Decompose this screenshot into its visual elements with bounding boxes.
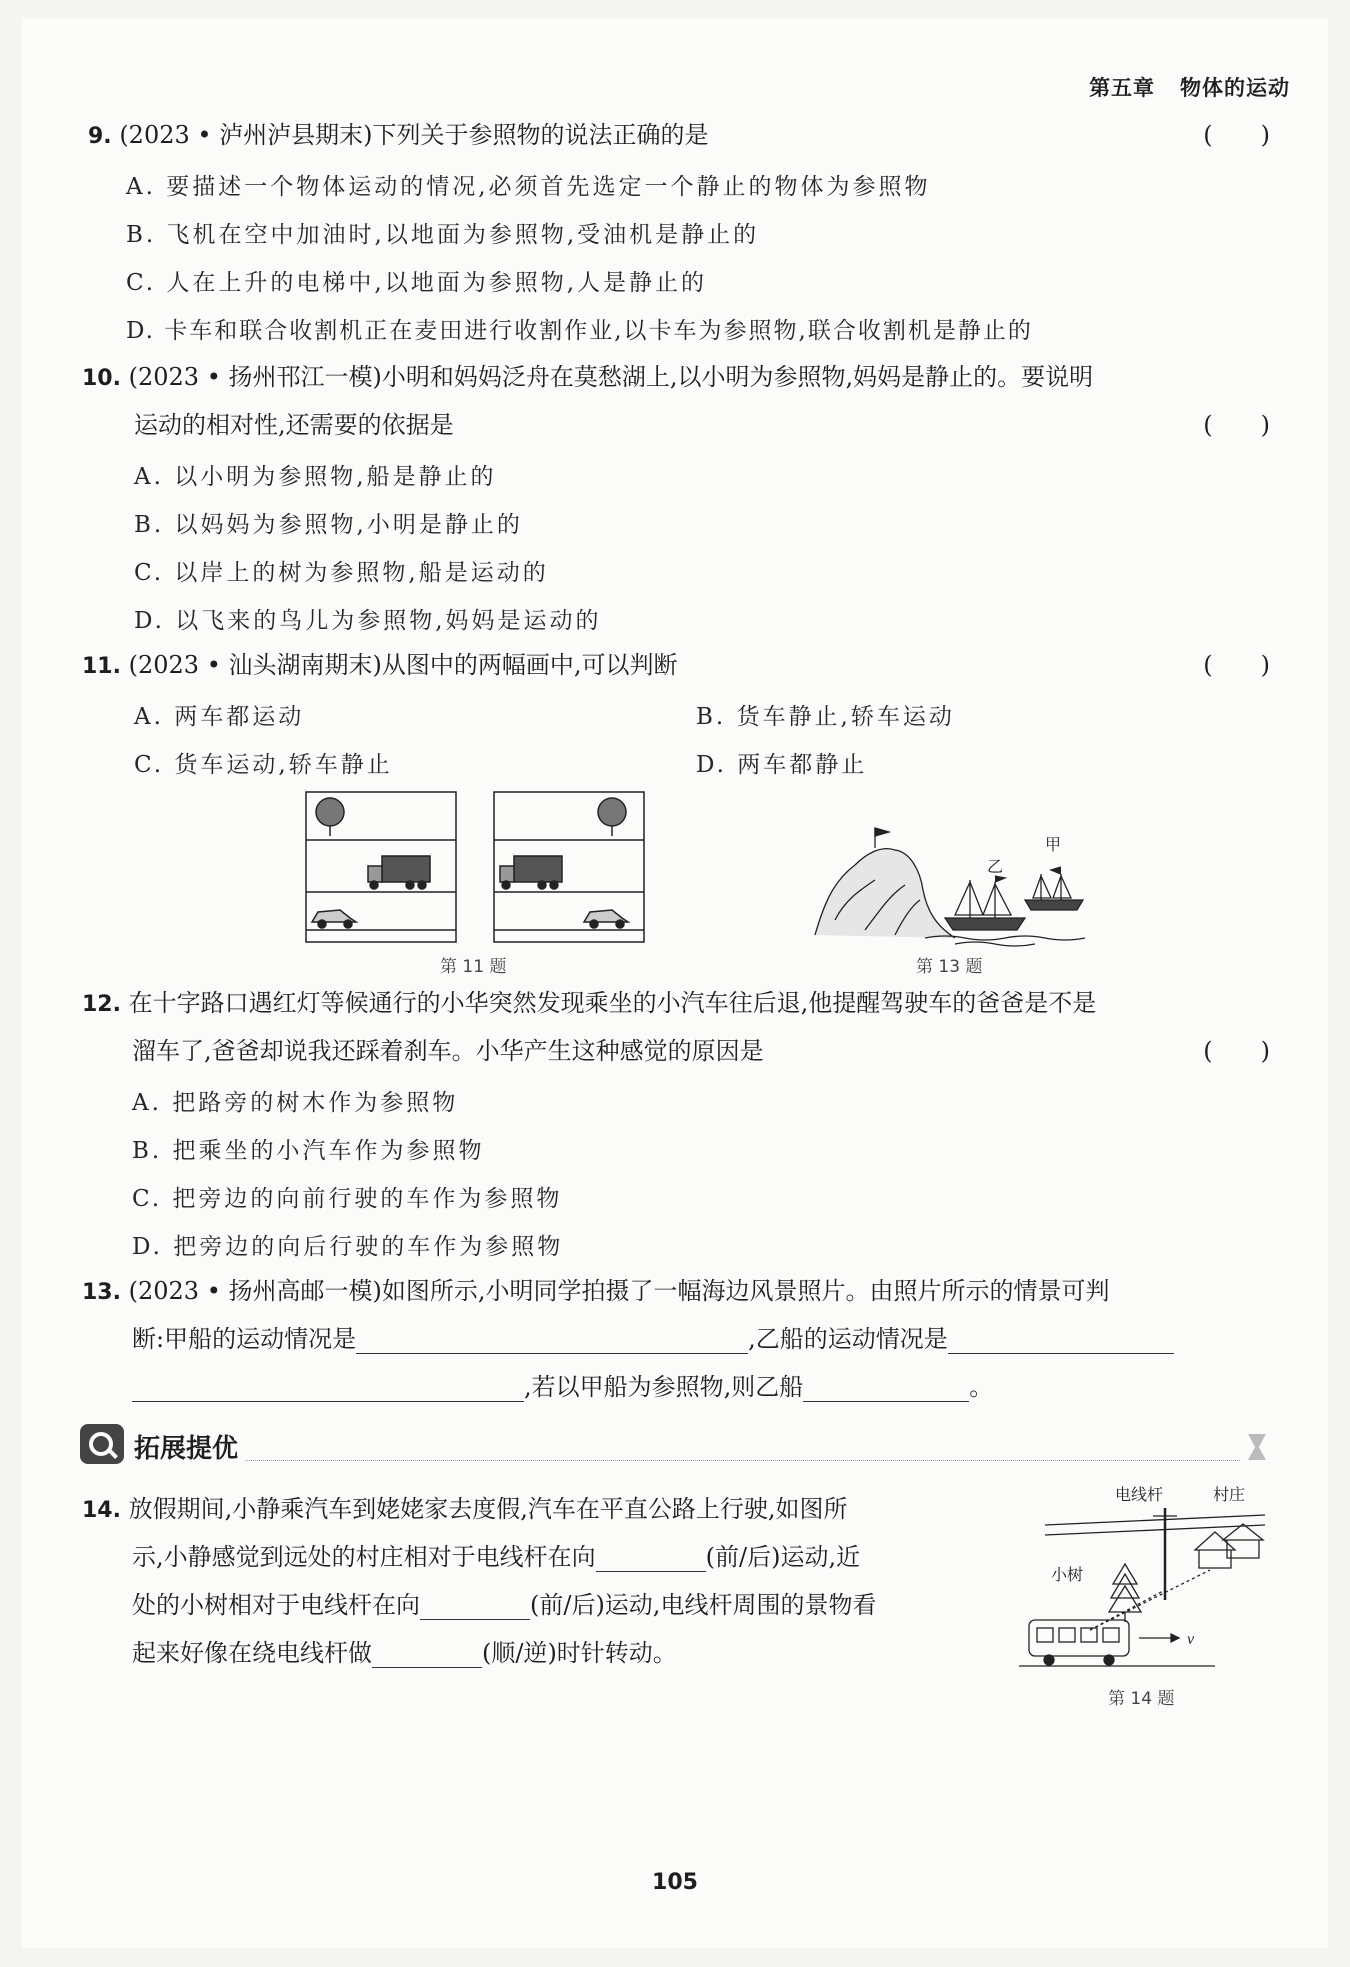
q12-stem-line1 [82,988,1096,1020]
q14-text-2a: 示,小静感觉到远处的村庄相对于电线杆在向 [132,1543,596,1571]
ship-jia [1025,900,1083,910]
q9-option-b: B. 飞机在空中加油时,以地面为参照物,受油机是静止的 [126,222,760,248]
figure-13 [805,820,1105,950]
q13-stem-line1 [82,1276,1109,1308]
q14-blank-3[interactable] [372,1641,482,1668]
q12-number: 12. [82,992,121,1017]
fig11-panel-left [306,792,456,942]
q9-option-d: D. 卡车和联合收割机正在麦田进行收割作业,以卡车为参照物,联合收割机是静止的 [126,318,1033,344]
label-yi: 乙 [987,859,1004,876]
fig13-caption: 第 13 题 [916,957,983,977]
q14-line3 [132,1590,876,1620]
figure-11 [300,790,660,950]
chapter-header [1089,72,1290,102]
q9-answer-paren[interactable]: ( ) [1203,121,1270,149]
q13-blank-3[interactable] [803,1375,969,1402]
q14-text-3b: (前/后)运动,电线杆周围的景物看 [530,1591,877,1619]
cliff [815,849,955,938]
q10-option-b: B. 以妈妈为参照物,小明是静止的 [134,512,523,538]
ship-yi [945,918,1025,930]
q11-stem [82,650,677,682]
q14-text-4b: (顺/逆)时针转动。 [482,1639,677,1667]
village-house-2 [1223,1524,1263,1558]
q13-stem-line3 [132,1372,993,1402]
q13-number: 13. [82,1280,121,1305]
q9-option-c: C. 人在上升的电梯中,以地面为参照物,人是静止的 [126,270,708,296]
q13-blank-1[interactable] [356,1327,748,1354]
q12-stem-line2: 溜车了,爸爸却说我还踩着刹车。小华产生这种感觉的原因是 [132,1037,764,1065]
q14-blank-2[interactable] [420,1593,530,1620]
q9-number: 9. [88,124,112,149]
bus [1029,1620,1129,1656]
q12-option-b: B. 把乘坐的小汽车作为参照物 [132,1138,485,1164]
label-pole: 电线杆 [1115,1487,1164,1504]
q13-text-3b: 。 [969,1373,994,1401]
q10-option-d: D. 以飞来的鸟儿为参照物,妈妈是运动的 [134,608,602,634]
section-divider [245,1460,1240,1461]
q13-text-1: (2023 • 扬州高邮一模)如图所示,小明同学拍摄了一幅海边风景照片。由照片所示的情景可判 [128,1277,1110,1305]
section-title: 拓展提优 [134,1434,239,1464]
q12-option-a: A. 把路旁的树木作为参照物 [132,1090,459,1116]
label-village: 村庄 [1213,1487,1246,1504]
chapter-title: 物体的运动 [1180,76,1290,100]
q14-blank-1[interactable] [596,1545,706,1572]
village-house-1 [1195,1532,1235,1568]
q14-text-1: 放假期间,小静乘汽车到姥姥家去度假,汽车在平直公路上行驶,如图所 [128,1495,848,1523]
figure-14 [1015,1480,1275,1680]
q13-text-2b: ,乙船的运动情况是 [748,1325,948,1353]
q14-line1 [82,1494,848,1526]
q11-option-c: C. 货车运动,轿车静止 [134,752,393,778]
q9-option-a: A. 要描述一个物体运动的情况,必须首先选定一个静止的物体为参照物 [126,174,931,200]
q10-option-a: A. 以小明为参照物,船是静止的 [134,464,497,490]
search-magnifier-icon [80,1424,124,1464]
q11-answer-paren[interactable]: ( ) [1203,651,1270,679]
label-velocity: v [1187,1631,1195,1648]
q13-blank-2a[interactable] [948,1327,1174,1354]
q13-blank-2b[interactable] [132,1375,524,1402]
q12-text-1: 在十字路口遇红灯等候通行的小华突然发现乘坐的小汽车往后退,他提醒驾驶车的爸爸是不是 [128,989,1097,1017]
q10-stem-line1 [82,362,1093,394]
q14-text-4a: 起来好像在绕电线杆做 [132,1639,372,1667]
fig11-caption: 第 11 题 [440,957,507,977]
page-number: 105 [652,1870,698,1895]
q13-text-2a: 断:甲船的运动情况是 [132,1325,357,1353]
q14-text-2b: (前/后)运动,近 [705,1543,861,1571]
q10-option-c: C. 以岸上的树为参照物,船是运动的 [134,560,549,586]
q11-option-a: A. 两车都运动 [134,704,305,730]
q12-option-d: D. 把旁边的向后行驶的车作为参照物 [132,1234,564,1260]
q9-stem [88,120,709,152]
q14-number: 14. [82,1498,121,1523]
q11-option-d: D. 两车都静止 [696,752,868,778]
q10-text-1: (2023 • 扬州邗江一模)小明和妈妈泛舟在莫愁湖上,以小明为参照物,妈妈是静止的。要说明 [128,363,1094,391]
q14-line4 [132,1638,677,1668]
q14-line2 [132,1542,860,1572]
cliff-flag [875,828,889,836]
label-jia: 甲 [1045,837,1062,854]
q9-text: (2023 • 泸州泸县期末)下列关于参照物的说法正确的是 [119,121,709,149]
label-tree: 小树 [1051,1567,1084,1584]
q11-number: 11. [82,654,121,679]
q10-stem-line2: 运动的相对性,还需要的依据是 [134,411,454,439]
q13-text-3a: ,若以甲船为参照物,则乙船 [524,1373,804,1401]
q10-number: 10. [82,366,121,391]
q11-option-b: B. 货车静止,轿车运动 [696,704,955,730]
fig14-caption: 第 14 题 [1108,1689,1175,1709]
fig11-panel-right [494,792,644,942]
small-tree [1109,1564,1141,1612]
q12-answer-paren[interactable]: ( ) [1203,1037,1270,1065]
q14-text-3a: 处的小树相对于电线杆在向 [132,1591,420,1619]
q10-answer-paren[interactable]: ( ) [1203,411,1270,439]
chapter-number: 第五章 [1089,76,1156,100]
q13-stem-line2 [132,1324,1174,1354]
q11-text: (2023 • 汕头湖南期末)从图中的两幅画中,可以判断 [128,651,678,679]
q12-option-c: C. 把旁边的向前行驶的车作为参照物 [132,1186,563,1212]
